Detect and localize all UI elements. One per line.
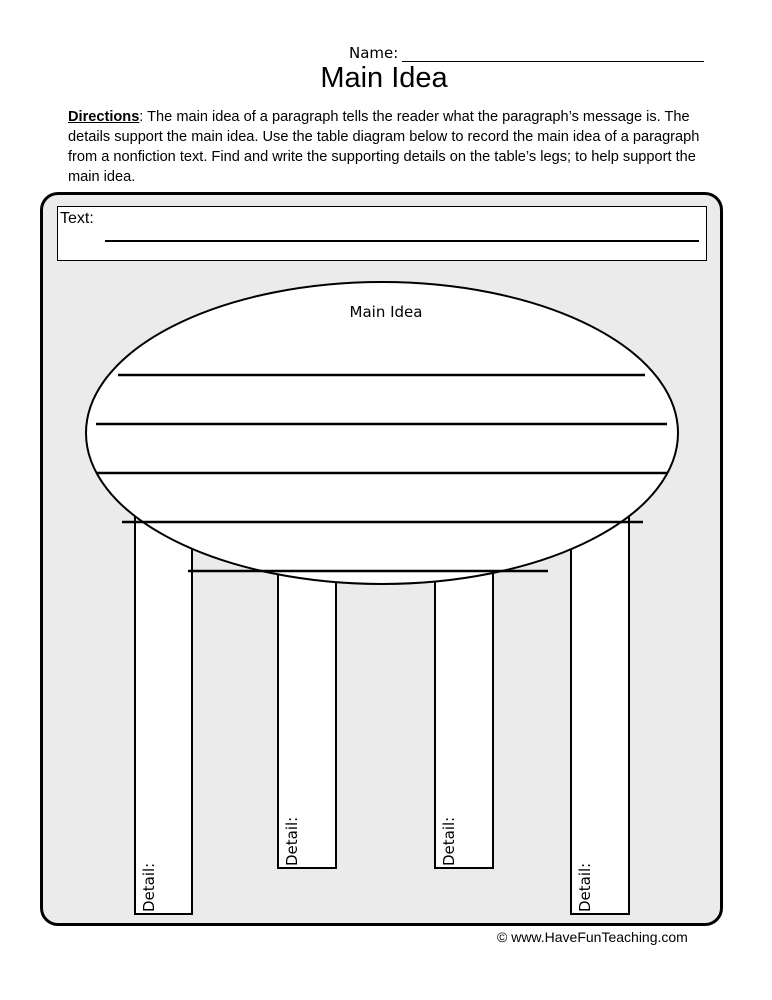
leg-4-detail-label: Detail:	[576, 862, 594, 912]
directions-text: : The main idea of a paragraph tells the reader what the paragraph’s message is. The details support the main idea. Use the table diagram below to record the main idea of a paragraph from a nonfiction text. Find and write the supporting details on the table’s legs; to help support the main idea.	[68, 108, 700, 185]
leg-3-detail-label: Detail:	[440, 816, 458, 866]
main-idea-tabletop	[86, 282, 678, 584]
main-idea-label: Main Idea	[349, 303, 423, 321]
leg-1-detail-label: Detail:	[140, 862, 158, 912]
directions-label: Directions	[68, 108, 140, 125]
name-label: Name:	[349, 44, 399, 62]
leg-2-detail-label: Detail:	[283, 816, 301, 866]
copyright: © www.HaveFunTeaching.com	[497, 929, 688, 945]
text-label: Text:	[60, 210, 94, 227]
page-title-text: Main Idea	[320, 62, 448, 94]
